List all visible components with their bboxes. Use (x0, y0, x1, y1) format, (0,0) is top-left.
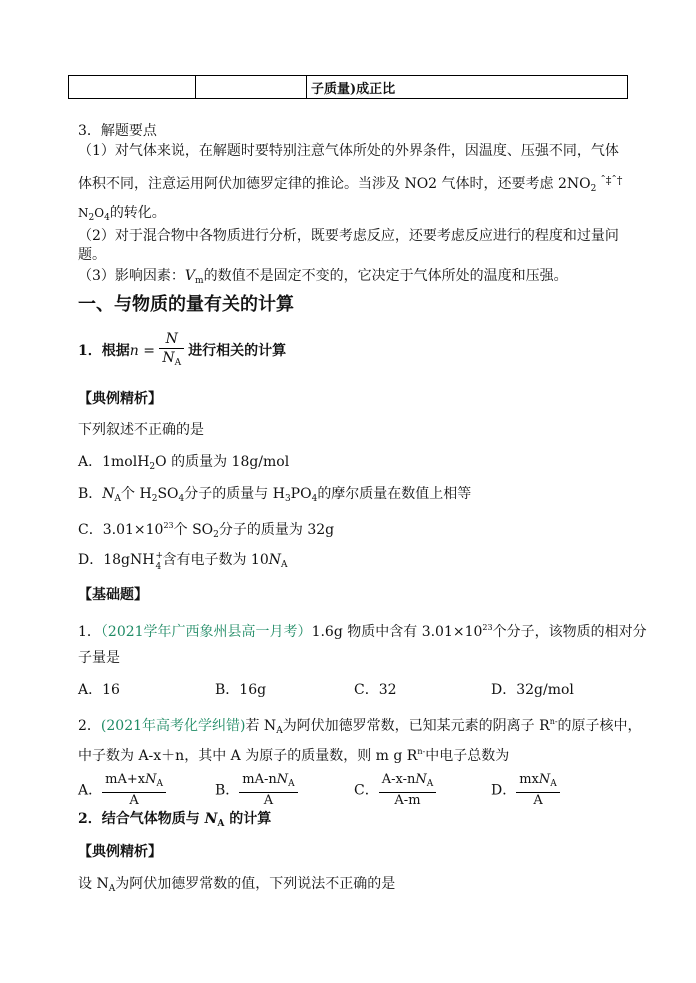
s3-p1-line2: 体积不同，注意运用阿伏加德罗定律的推论。当涉及 NO2 气体时，还要考虑 $2NO_2^{ˆ\ddagger ˆ\dagger}$ (78, 174, 623, 194)
basic-q1-line1: 1．（2021学年广西象州县高一月考）1.6g 物质中含有 $3.01\times 10^{23}$个分子，该物质的相对分 (78, 623, 647, 640)
bq1-option-a: A．16 (78, 682, 120, 698)
question-stem-1: 下列叙述不正确的是 (78, 422, 204, 438)
bq2-option-c: C． $\frac{A-x-nN_A}{A-m}$ (354, 772, 436, 809)
section-title: 一、与物质的量有关的计算 (78, 294, 294, 315)
bq2-option-d: D． $\frac{mxN_A}{A}$ (491, 772, 560, 809)
question-stem-2: 设 $N_A$为阿伏加德罗常数的值，下列说法不正确的是 (78, 876, 396, 894)
source-tag: （2021学年广西象州县高一月考） (100, 624, 312, 640)
s3-p1-line1: （1）对气体来说，在解题时要特别注意气体所处的外界条件，因温度、压强不同，气体 (78, 143, 619, 159)
basic-q2-line1: 2．(2021年高考化学纠错)若 $N_A$为阿伏加德罗常数，已知某元素的阴离子 $R^{n-}$的原子核中， (78, 717, 642, 736)
bq2-option-b: B． $\frac{mA-nN_A}{A}$ (215, 772, 298, 809)
s3-p1-line3: $N_2O_4$的转化。 (78, 205, 166, 223)
fraction-n-over-na: $\frac{N}{N_A}$ (159, 330, 184, 372)
s3-p2-line1: （2）对于混合物中各物质进行分析，既要考虑反应，还要考虑反应进行的程度和过量问 (78, 228, 619, 244)
table-cell-text: 子质量)成正比 (307, 76, 628, 99)
subheading-1: 1．根据n = $\frac{N}{N_A}$ 进行相关的计算 (78, 330, 286, 370)
bq1-option-c: C．32 (354, 682, 397, 698)
equilibrium-glyph: ˆ‡ˆ† (600, 174, 623, 187)
example-label-1: 【典例精析】 (78, 391, 162, 407)
bq1-option-d: D．32g/mol (491, 682, 574, 698)
section-3-heading: 3．解题要点 (78, 123, 157, 139)
option-a: A．1molH$_2$O 的质量为 18g/mol (78, 454, 290, 472)
option-d: D．18gNH + 4 含有电子数为 $10N_A$ (78, 551, 288, 572)
example-label-2: 【典例精析】 (78, 844, 162, 860)
source-tag: (2021年高考化学纠错) (100, 718, 246, 734)
s3-p3: （3）影响因素：$V_m$的数值不是固定不变的，它决定于气体所处的温度和压强。 (78, 268, 568, 286)
basic-label: 【基础题】 (78, 587, 148, 603)
bq2-option-a: A． $\frac{mA+xN_A}{A}$ (78, 772, 166, 809)
option-b: B．$N_A$个 $H_2SO_4$分子的质量与 $H_3PO_4$的摩尔质量在数值上相等 (78, 486, 472, 504)
bq1-option-b: B．16g (215, 682, 267, 698)
top-table (68, 75, 628, 99)
subheading-2: 2．结合气体物质与 $N_A$ 的计算 (78, 811, 272, 829)
table-cell-empty-1 (69, 76, 196, 99)
basic-q2-line2: 中子数为 A-x＋n，其中 A 为原子的质量数，则 m g $R^{n-}$中电子总数为 (78, 747, 510, 764)
basic-q1-line2: 子量是 (78, 650, 120, 666)
option-c: C．$3.01\times 10^{23}$个 $SO_2$分子的质量为 32g (78, 521, 335, 540)
table-cell-empty-2 (196, 76, 307, 99)
s3-p2-line2: 题。 (78, 247, 106, 263)
